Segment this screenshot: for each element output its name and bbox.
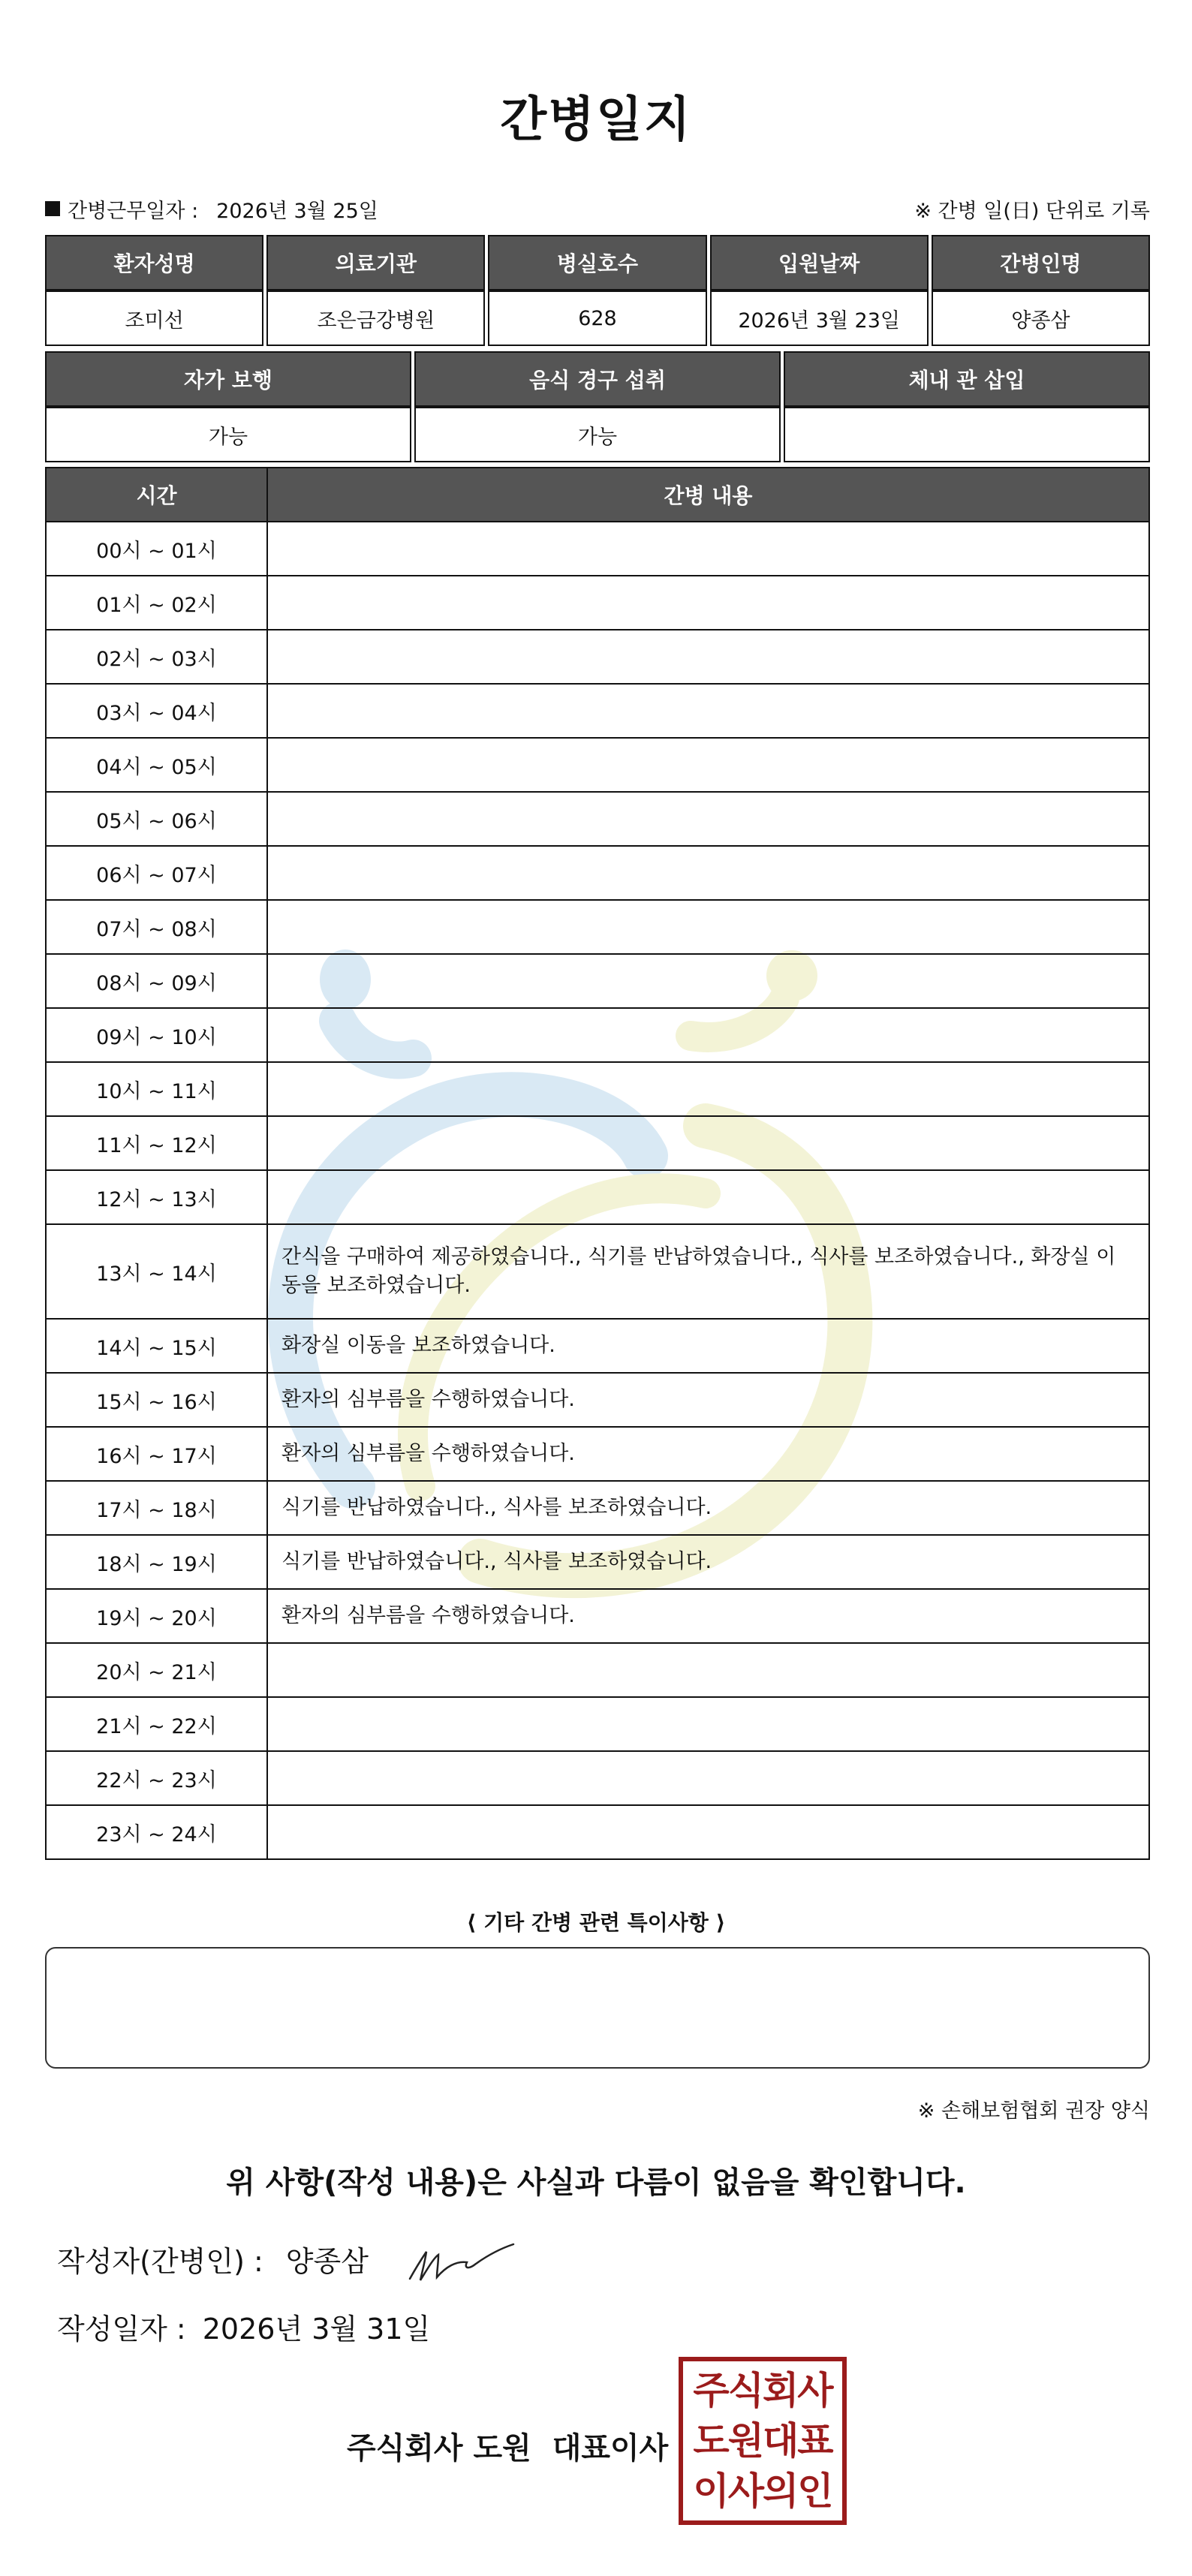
hospital-value: 조은금강병원 (266, 290, 485, 346)
care-content-cell (267, 1697, 1149, 1751)
time-slot: 12시 ~ 13시 (46, 1170, 267, 1224)
self-walking-value: 가능 (45, 407, 411, 462)
care-content-cell (267, 1643, 1149, 1697)
time-header: 시간 (46, 468, 267, 522)
seal-line: 이사의인 (693, 2469, 832, 2513)
care-log-row (46, 1116, 1149, 1170)
time-slot: 13시 ~ 14시 (46, 1224, 267, 1319)
seal-line: 도원대표 (693, 2418, 832, 2463)
care-content-cell (267, 954, 1149, 1008)
work-date-value: 2026년 3월 25일 (216, 199, 378, 223)
care-content-cell: 식기를 반납하였습니다., 식사를 보조하였습니다. (267, 1481, 1149, 1535)
time-slot: 18시 ~ 19시 (46, 1535, 267, 1589)
care-log-row (46, 684, 1149, 738)
care-content-cell: 환자의 심부름을 수행하였습니다. (267, 1589, 1149, 1643)
special-notes-box (45, 1947, 1150, 2069)
care-log-table (45, 467, 1150, 1860)
time-slot: 11시 ~ 12시 (46, 1116, 267, 1170)
meta-row (45, 194, 1150, 224)
oral-intake-header: 음식 경구 섭취 (414, 351, 781, 407)
patient-info-value-row (45, 290, 1150, 346)
care-content-cell (267, 1062, 1149, 1116)
care-log-row (46, 1427, 1149, 1481)
written-date-value: 2026년 3월 31일 (202, 2313, 431, 2346)
self-walking-header: 자가 보행 (45, 351, 411, 407)
care-content-cell: 환자의 심부름을 수행하였습니다. (267, 1427, 1149, 1481)
care-log-row (46, 1170, 1149, 1224)
time-slot: 10시 ~ 11시 (46, 1062, 267, 1116)
writer-name: 양종삼 (285, 2245, 369, 2278)
time-slot: 16시 ~ 17시 (46, 1427, 267, 1481)
signature-icon (404, 2235, 516, 2288)
care-content-cell (267, 630, 1149, 684)
time-slot: 22시 ~ 23시 (46, 1751, 267, 1805)
admission-date-value: 2026년 3월 23일 (710, 290, 929, 346)
tube-insertion-header: 체내 관 삽입 (784, 351, 1150, 407)
care-content-cell (267, 1008, 1149, 1062)
care-log-row (46, 576, 1149, 630)
care-content-cell (267, 900, 1149, 954)
special-notes-heading: ⟨ 기타 간병 관련 특이사항 ⟩ (466, 1910, 726, 1935)
care-content-cell (267, 1170, 1149, 1224)
patient-name-value: 조미선 (45, 290, 263, 346)
care-content-cell (267, 1805, 1149, 1859)
company-seal-stamp (679, 2357, 847, 2525)
form-source-note: ※ 손해보험협회 권장 양식 (917, 2099, 1150, 2123)
care-log-row (46, 1373, 1149, 1427)
care-log-row (46, 522, 1149, 576)
care-content-cell: 화장실 이동을 보조하였습니다. (267, 1319, 1149, 1373)
unit-note: ※ 간병 일(日) 단위로 기록 (914, 199, 1150, 223)
care-log-row (46, 900, 1149, 954)
patient-status-header-row (45, 351, 1150, 407)
care-content-cell: 식기를 반납하였습니다., 식사를 보조하였습니다. (267, 1535, 1149, 1589)
care-log-row (46, 1697, 1149, 1751)
written-date-line (57, 2306, 430, 2347)
written-date-label: 작성일자 : (57, 2313, 186, 2346)
time-slot: 02시 ~ 03시 (46, 630, 267, 684)
caregiver-name-header: 간병인명 (932, 235, 1150, 290)
document-title: 간병일지 (500, 92, 692, 148)
patient-info-header-row (45, 235, 1150, 290)
care-log-row (46, 1643, 1149, 1697)
time-slot: 08시 ~ 09시 (46, 954, 267, 1008)
care-log-row (46, 1319, 1149, 1373)
room-header: 병실호수 (488, 235, 706, 290)
care-content-cell: 환자의 심부름을 수행하였습니다. (267, 1373, 1149, 1427)
care-log-body (46, 522, 1149, 1859)
care-content-cell (267, 846, 1149, 900)
admission-date-header: 입원날짜 (710, 235, 929, 290)
work-date-label: 간병근무일자 : (68, 199, 199, 223)
care-log-row (46, 1224, 1149, 1319)
care-log-row (46, 954, 1149, 1008)
care-content-cell (267, 792, 1149, 846)
writer-line (57, 2238, 369, 2280)
company-name: 주식회사 도원 (347, 2431, 531, 2466)
care-content-cell (267, 684, 1149, 738)
care-log-row (46, 1751, 1149, 1805)
square-bullet-icon (45, 201, 60, 216)
patient-name-header: 환자성명 (45, 235, 263, 290)
care-log-row (46, 1481, 1149, 1535)
time-slot: 17시 ~ 18시 (46, 1481, 267, 1535)
writer-label: 작성자(간병인) : (57, 2245, 263, 2278)
time-slot: 03시 ~ 04시 (46, 684, 267, 738)
caregiver-name-value: 양종삼 (932, 290, 1150, 346)
patient-status-value-row (45, 407, 1150, 462)
time-slot: 09시 ~ 10시 (46, 1008, 267, 1062)
time-slot: 20시 ~ 21시 (46, 1643, 267, 1697)
time-slot: 01시 ~ 02시 (46, 576, 267, 630)
time-slot: 00시 ~ 01시 (46, 522, 267, 576)
care-content-cell (267, 1116, 1149, 1170)
care-log-row (46, 1805, 1149, 1859)
care-log-row (46, 630, 1149, 684)
care-content-cell (267, 576, 1149, 630)
tube-insertion-value (784, 407, 1150, 462)
care-content-cell: 간식을 구매하여 제공하였습니다., 식기를 반납하였습니다., 식사를 보조하였습니다., 화장실 이동을 보조하였습니다. (267, 1224, 1149, 1319)
patient-status-table (42, 351, 1153, 462)
time-slot: 06시 ~ 07시 (46, 846, 267, 900)
seal-line: 주식회사 (693, 2369, 832, 2413)
time-slot: 07시 ~ 08시 (46, 900, 267, 954)
care-log-row (46, 1008, 1149, 1062)
time-slot: 19시 ~ 20시 (46, 1589, 267, 1643)
time-slot: 05시 ~ 06시 (46, 792, 267, 846)
confirmation-statement: 위 사항(작성 내용)은 사실과 다름이 없음을 확인합니다. (226, 2165, 966, 2200)
oral-intake-value: 가능 (414, 407, 781, 462)
time-slot: 21시 ~ 22시 (46, 1697, 267, 1751)
care-log-row (46, 1589, 1149, 1643)
time-slot: 14시 ~ 15시 (46, 1319, 267, 1373)
care-content-cell (267, 738, 1149, 792)
care-log-row (46, 846, 1149, 900)
time-slot: 04시 ~ 05시 (46, 738, 267, 792)
care-log-row (46, 792, 1149, 846)
care-content-header: 간병 내용 (267, 468, 1149, 522)
time-slot: 15시 ~ 16시 (46, 1373, 267, 1427)
care-content-cell (267, 522, 1149, 576)
care-log-row (46, 1535, 1149, 1589)
care-log-header-row (46, 468, 1149, 522)
patient-info-table (42, 235, 1153, 346)
time-slot: 23시 ~ 24시 (46, 1805, 267, 1859)
work-date (45, 194, 378, 224)
care-log-row (46, 738, 1149, 792)
room-value: 628 (488, 290, 706, 346)
care-content-cell (267, 1751, 1149, 1805)
care-log-row (46, 1062, 1149, 1116)
hospital-header: 의료기관 (266, 235, 485, 290)
representative-title: 대표이사 (552, 2431, 669, 2466)
company-line (347, 2424, 668, 2467)
